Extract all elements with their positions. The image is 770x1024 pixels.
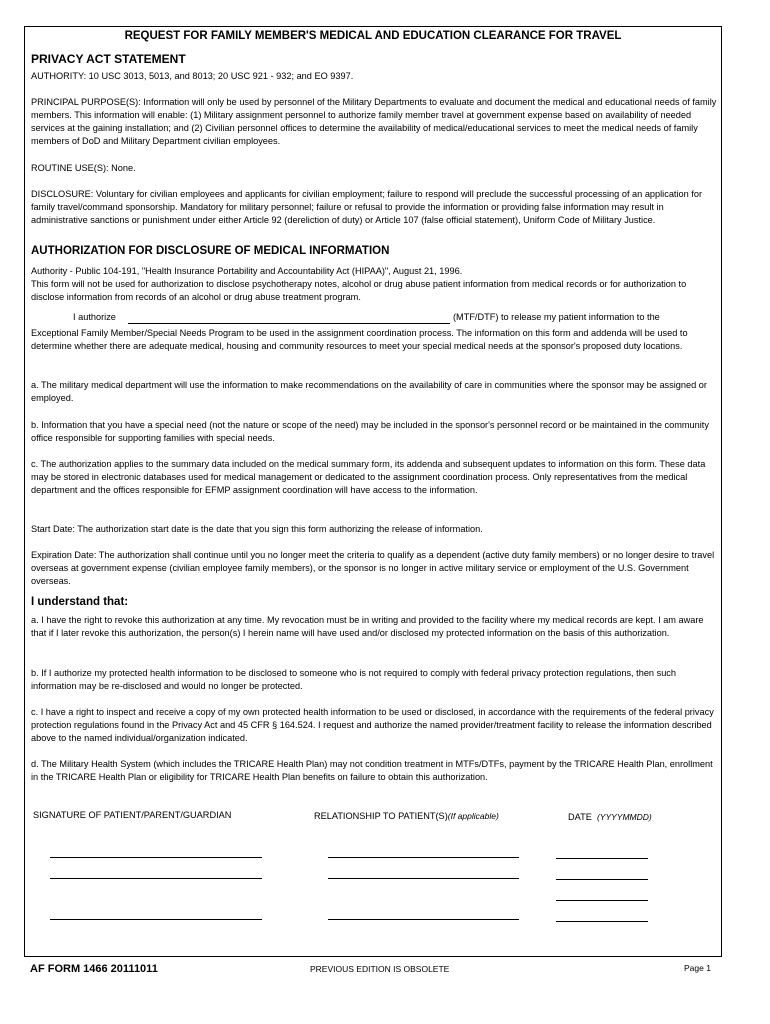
authorization-heading: AUTHORIZATION FOR DISCLOSURE OF MEDICAL INFORMATION [31,245,390,257]
date-line[interactable] [556,879,648,880]
signature-line[interactable] [50,919,262,920]
understand-item-d: d. The Military Health System (which includes the TRICARE Health Plan) may not condition treatment in MTFs/DTFs, payment by the TRICARE Health Plan, enrollment in the TRICARE Health Plan or eligibility for TRICARE Health Plan benefits on failure to obtain this authorization. [31,759,713,783]
release-text: Exceptional Family Member/Special Needs Program to be used in the assignment coordination process. The information on this form and addenda will be used to determine whether there are adequate medical, housing and community resources to meet your special medical needs at the sponsor's proposed duty locations. [31,328,688,352]
relationship-line[interactable] [328,857,519,858]
date-line[interactable] [556,921,648,922]
understand-item-b: b. If I authorize my protected health information to be disclosed to someone who is not required to comply with federal privacy protection regulations, then such information may be re-disclosed and would no longer be protected. [31,668,677,692]
understand-heading: I understand that: [31,596,129,608]
signature-label: SIGNATURE OF PATIENT/PARENT/GUARDIAN [33,810,232,820]
date-label [568,811,652,824]
relationship-line[interactable] [328,878,519,879]
date-label-text: DATE [568,812,592,822]
edition-note: PREVIOUS EDITION IS OBSOLETE [310,964,450,974]
privacy-purpose: PRINCIPAL PURPOSE(S): Information will only be used by personnel of the Military Departments to evaluate and document the medical and educational needs of family members. This information will enable: (1) Military assignment personnel to authorize family member travel at government expense based on availability of needed services at the gaining installation; and (2) Civilian personnel offices to determine the availability of medical/educational services to meet the medical needs of family members of DoD and Military Department civilian employees. [31,97,717,147]
authorization-authority: Authority - Public 104-191, "Health Insurance Portability and Accountability Act (HIPAA)", August 21, 1996. [31,266,463,276]
privacy-authority: AUTHORITY: 10 USC 3013, 5013, and 8013; 20 USC 921 - 932; and EO 9397. [31,71,354,81]
privacy-disclosure: DISCLOSURE: Voluntary for civilian employees and applicants for civilian employment; failure to respond will preclude the successful processing of an application for family travel/command sponsorship. Mandatory for military personnel; failure or refusal to provide the information or providing false information may result in administrative sanctions or punishment under either Article 92 (dereliction of duty) or Article 107 (false official statement), Uniform Code of Military Justice. [31,189,703,226]
auth-item-b: b. Information that you have a special need (not the nature or scope of the need) may be included in the sponsor's personnel record or be maintained in the community office responsible for supporting families with special needs. [31,420,709,444]
date-format-note: (YYYYMMDD) [596,812,652,822]
relationship-note: (If applicable) [447,811,499,821]
understand-item-a: a. I have the right to revoke this authorization at any time. My revocation must be in writing and provided to the facility where my medical records are kept. I am aware that if I later revoke this authorization, the person(s) I herein name will have used and/or disclosed my protected information on the basis of this authorization. [31,615,704,639]
i-authorize-label: I authorize [73,312,116,322]
form-title: REQUEST FOR FAMILY MEMBER'S MEDICAL AND EDUCATION CLEARANCE FOR TRAVEL [124,30,622,42]
mtf-name-field[interactable] [128,323,450,324]
expiration-text: Expiration Date: The authorization shall continue until you no longer meet the criteria to qualify as a dependent (active duty family members) or no longer desire to travel overseas at government expense (civilian employee family members), or the sponsor is no longer in active military service or employment of the U.S. Government overseas. [31,550,715,587]
relationship-label [314,810,499,823]
authorization-note: This form will not be used for authorization to disclose psychotherapy notes, alcohol or drug abuse patient information from medical records or for authorization to disclose information from records of an alcohol or drug abuse treatment program. [31,279,687,303]
signature-line[interactable] [50,878,262,879]
relationship-label-text: RELATIONSHIP TO PATIENT(S) [314,811,448,821]
privacy-routine-use: ROUTINE USE(S): None. [31,163,136,173]
relationship-line[interactable] [328,919,519,920]
form-number: AF FORM 1466 20111011 [30,963,158,975]
privacy-heading: PRIVACY ACT STATEMENT [31,52,186,66]
page-number: Page 1 [684,963,711,973]
auth-item-c: c. The authorization applies to the summary data included on the medical summary form, its addenda and subsequent updates to information on this form. These data may be stored in electronic databases used for medical management or dedicated to the assignment coordination process. Only representatives from the medical department and the offices responsible for EFMP assignment coordination will have access to the information. [31,459,706,496]
mtf-suffix: (MTF/DTF) to release my patient information to the [453,312,660,322]
start-date-text: Start Date: The authorization start date is the date that you sign this form authorizing the release of information. [31,524,483,534]
signature-line[interactable] [50,857,262,858]
understand-item-c: c. I have a right to inspect and receive a copy of my own protected health information to be used or disclosed, in accordance with the requirements of the federal privacy protection regulations found in the Privacy Act and 45 CFR § 164.524. I request and authorize the named provider/treatment facility to release the information described above to the named individual/organization indicated. [31,707,714,744]
date-line[interactable] [556,858,648,859]
date-line[interactable] [556,900,648,901]
auth-item-a: a. The military medical department will use the information to make recommendations on the availability of care in communities where the sponsor may be assigned or employed. [31,380,707,404]
